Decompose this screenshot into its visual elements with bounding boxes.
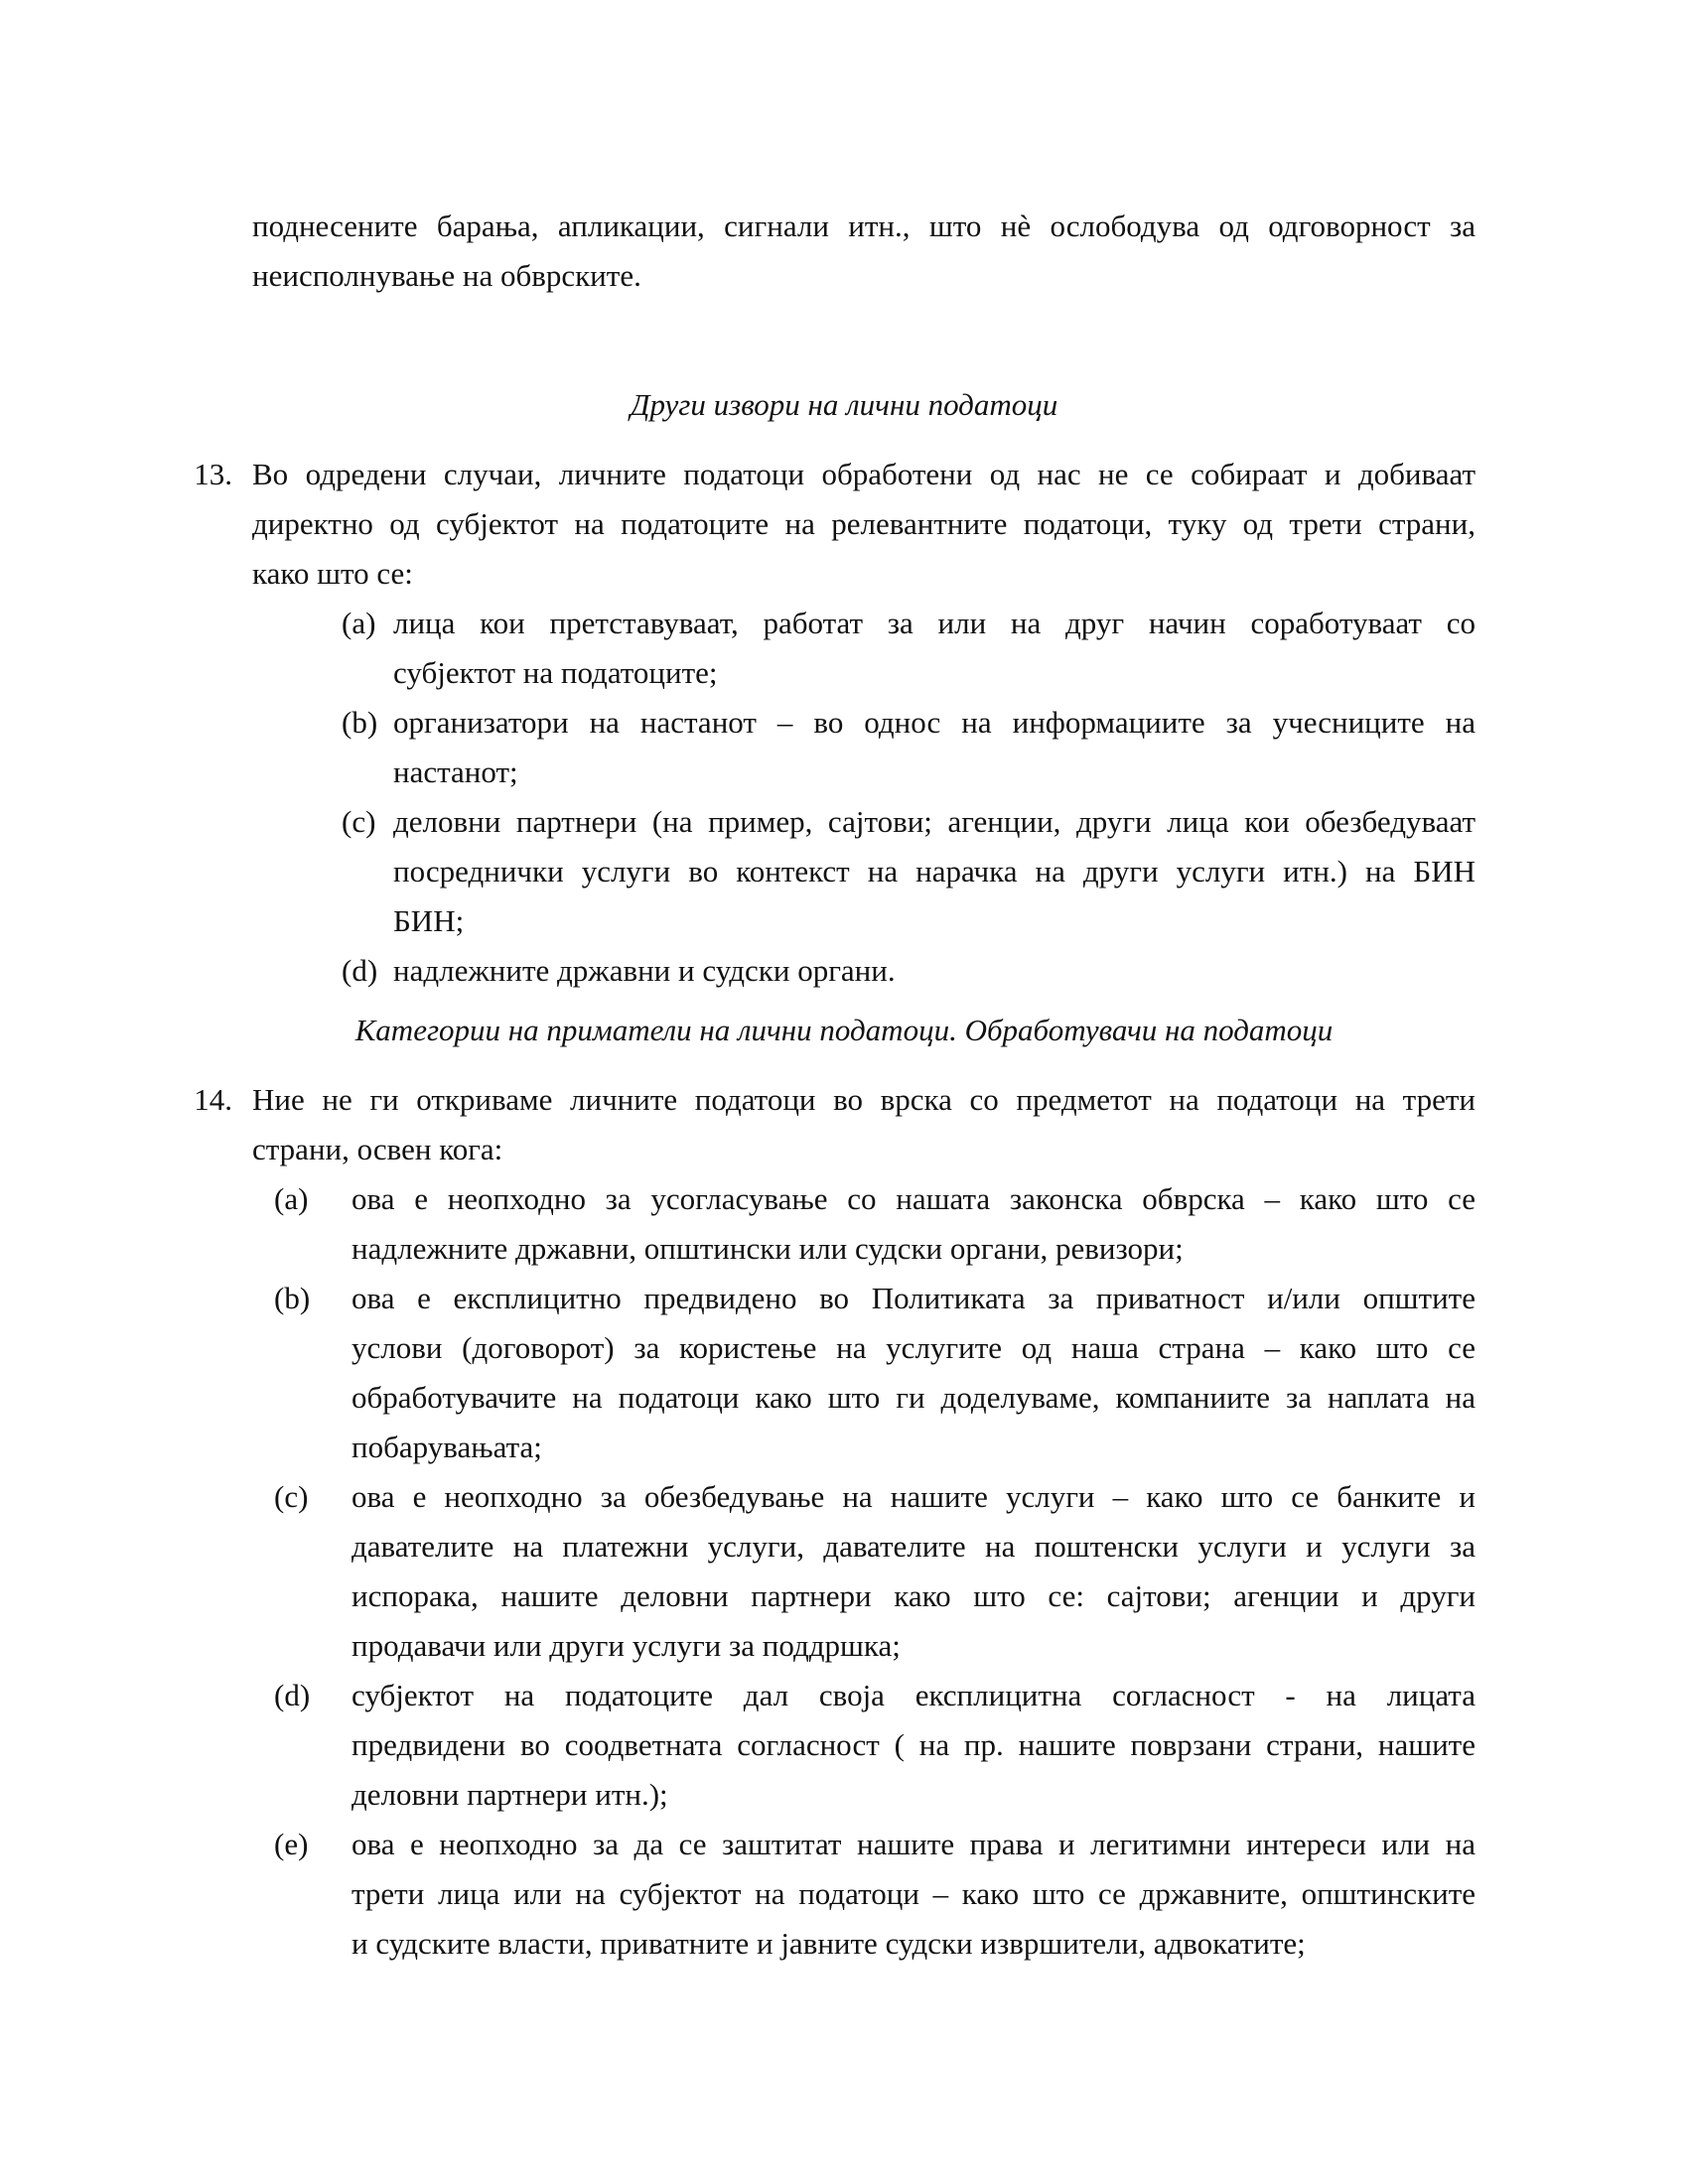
intro-line-1: поднесените барања, апликации, сигнали итн., што нѐ ослободува од одговорност за [252,208,1476,243]
item-13d-marker: (d) [342,953,378,988]
item-14e-marker: (e) [274,1827,309,1861]
item-14e-line-1: ова е неопходно за да се заштитат нашите права и легитимни интереси или на [352,1827,1476,1861]
item-14-number: 14. [194,1082,232,1117]
item-14c-marker: (c) [274,1479,309,1514]
section-heading-other-sources: Други извори на лични податоци [630,387,1058,422]
item-13a-line-1: лица кои претставуваат, работат за или на друг начин соработуваат со [393,606,1476,640]
item-14b-line-1: ова е експлицитно предвидено во Политиката за приватност и/или општите [352,1281,1476,1315]
item-14d-line-3: деловни партнери итн.); [352,1777,668,1812]
item-13-line-3: како што се: [252,556,413,591]
item-14e-line-3: и судските власти, приватните и јавните судски извршители, адвокатите; [352,1926,1306,1961]
item-14c-line-2: давателите на платежни услуги, давателите на поштенски услуги и услуги за [352,1529,1476,1564]
item-14c-line-3: испорака, нашите деловни партнери како што се: сајтови; агенции и други [352,1578,1476,1613]
item-14c-line-4: продавачи или други услуги за поддршка; [352,1628,901,1663]
item-14c-line-1: ова е неопходно за обезбедување на нашите услуги – како што се банките и [352,1479,1476,1514]
item-13b-line-1: организатори на настанот – во однос на информациите за учесниците на [393,705,1476,740]
item-13c-line-1: деловни партнери (на пример, сајтови; агенции, други лица кои обезбедуваат [393,804,1476,839]
item-14a-marker: (a) [274,1181,309,1216]
item-13d-line-1: надлежните државни и судски органи. [393,953,896,988]
item-14d-line-1: субјектот на податоците дал своја експлицитна согласност - на лицата [352,1678,1476,1712]
item-13c-line-2: посреднички услуги во контекст на нарачка на други услуги итн.) на БИН [393,854,1476,888]
item-13-line-1: Во одредени случаи, личните податоци обработени од нас не се собираат и добиваат [252,457,1476,491]
item-13c-line-3: БИН; [393,903,465,938]
item-13-number: 13. [194,457,232,491]
item-13a-line-2: субјектот на податоците; [393,655,718,690]
item-14b-marker: (b) [274,1281,311,1315]
item-13a-marker: (a) [342,606,376,640]
intro-line-2: неисполнување на обврските. [252,258,641,293]
item-14e-line-2: трети лица или на субјектот на податоци – како што се државните, општинските [352,1876,1476,1911]
item-13b-marker: (b) [342,705,378,740]
item-13c-marker: (c) [342,804,376,839]
item-14b-line-3: обработувачите на податоци како што ги доделуваме, компаниите за наплата на [352,1380,1476,1415]
item-14b-line-4: побарувањата; [352,1430,542,1464]
item-13-line-2: директно од субјектот на податоците на релевантните податоци, туку од трети страни, [252,506,1476,541]
item-14a-line-1: ова е неопходно за усогласување со нашата законска обврска – како што се [352,1181,1476,1216]
item-14-line-2: страни, освен кога: [252,1132,503,1166]
item-14a-line-2: надлежните државни, општински или судски органи, ревизори; [352,1231,1184,1266]
item-14-line-1: Ние не ги откриваме личните податоци во врска со предметот на податоци на трети [252,1082,1476,1117]
item-14d-marker: (d) [274,1678,311,1712]
section-heading-recipients: Категории на приматели на лични податоци. Обработувачи на податоци [354,1013,1334,1047]
item-13b-line-2: настанот; [393,754,518,789]
item-14b-line-2: услови (договорот) за користење на услугите од наша страна – како што се [352,1330,1476,1365]
item-14d-line-2: предвидени во соодветната согласност ( на пр. нашите поврзани страни, нашите [352,1727,1476,1762]
